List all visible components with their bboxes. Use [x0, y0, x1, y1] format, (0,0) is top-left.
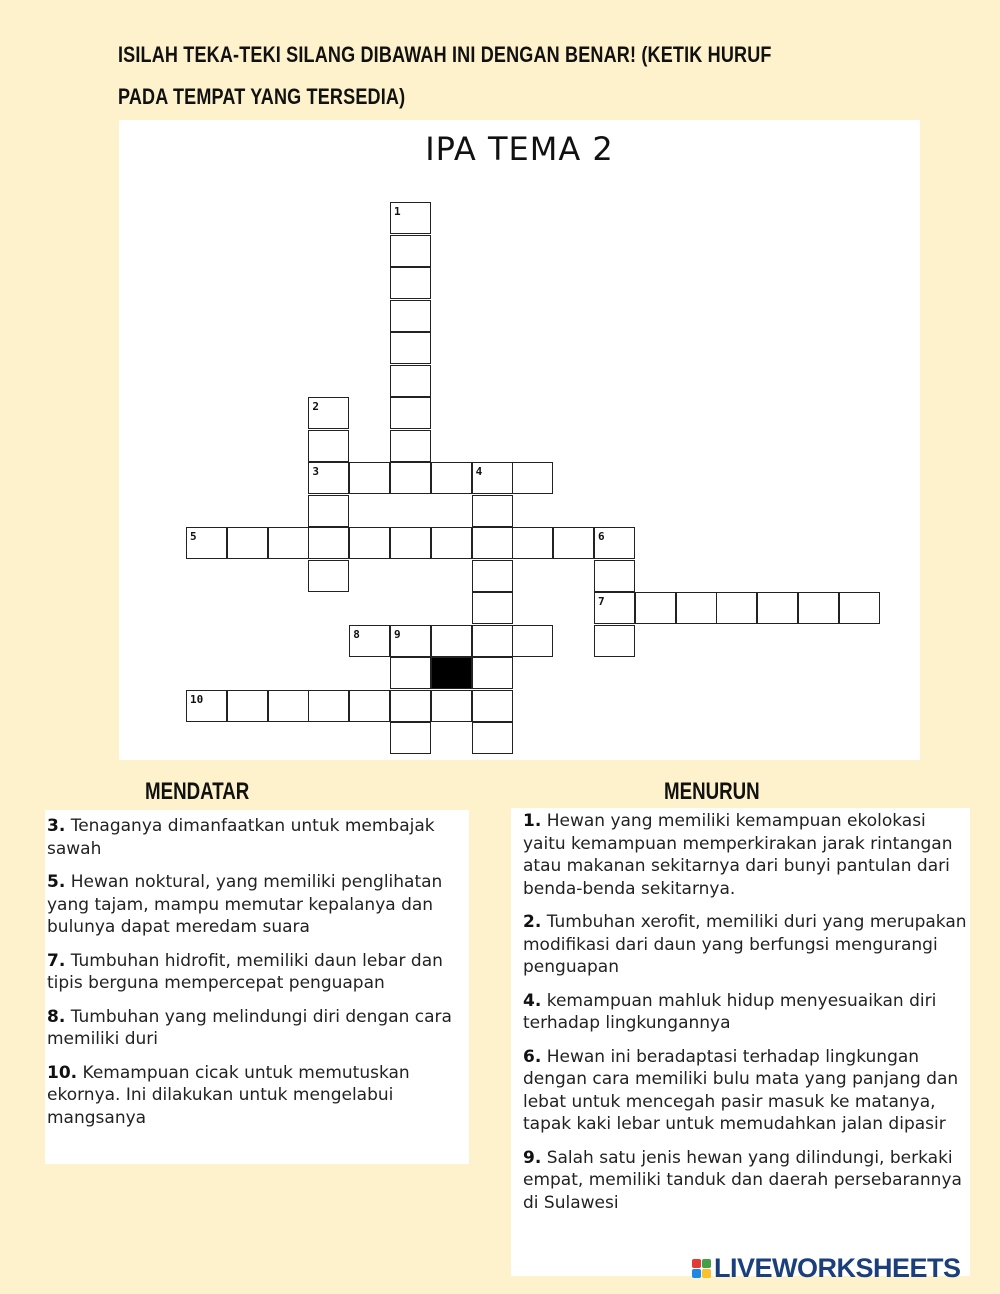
mendatar-heading: MENDATAR [145, 778, 250, 805]
crossword-cell[interactable] [268, 690, 309, 722]
clue-number: 3 [312, 465, 320, 478]
crossword-cell[interactable] [594, 527, 635, 559]
crossword-cell[interactable] [472, 527, 513, 559]
puzzle-title: IPA TEMA 2 [425, 130, 614, 168]
menurun-clues [511, 808, 970, 1276]
crossword-cell[interactable] [186, 527, 227, 559]
crossword-cell[interactable] [472, 462, 513, 494]
crossword-cell[interactable] [512, 625, 553, 657]
crossword-cell[interactable] [594, 625, 635, 657]
logo-squares-icon [692, 1259, 711, 1278]
crossword-cell[interactable] [472, 592, 513, 624]
crossword-cell[interactable] [390, 527, 431, 559]
crossword-cell[interactable] [390, 397, 431, 429]
crossword-cell[interactable] [349, 462, 390, 494]
crossword-cell[interactable] [472, 625, 513, 657]
crossword-cell[interactable] [390, 625, 431, 657]
clue-number: 1 [394, 205, 401, 218]
clue-down-6: 6. Hewan ini beradaptasi terhadap lingkungan dengan cara memiliki bulu mata yang panjang dan lebat untuk mencegah pasir masuk ke matanya, tapak kaki lebar untuk memudahkan jalan dipasir [523, 1046, 959, 1134]
crossword-cell[interactable] [431, 527, 472, 559]
clue-down-4: 4. kemampuan mahluk hidup menyesuaikan diri terhadap lingkungannya [523, 990, 937, 1033]
crossword-cell[interactable] [227, 527, 268, 559]
crossword-cell[interactable] [227, 690, 268, 722]
crossword-cell[interactable] [472, 657, 513, 689]
liveworksheets-logo [692, 1252, 961, 1284]
crossword-cell[interactable] [186, 690, 227, 722]
crossword-cell[interactable] [512, 527, 553, 559]
crossword-cell[interactable] [349, 690, 390, 722]
crossword-cell[interactable] [308, 430, 349, 462]
clue-down-2: 2. Tumbuhan xerofit, memiliki duri yang merupakan modifikasi dari daun yang berfungsi mengurangi penguapan [523, 912, 967, 977]
clue-number: 4 [475, 465, 483, 478]
clue-number: 9 [394, 627, 401, 641]
clue-number: 7 [598, 595, 605, 608]
crossword-cell[interactable] [390, 332, 431, 364]
crossword-cell[interactable] [431, 462, 472, 494]
crossword-cell[interactable] [390, 722, 431, 754]
crossword-cell[interactable] [512, 462, 553, 494]
clue-across-10: 10. Kemampuan cicak untuk memutuskan ekornya. Ini dilakukan untuk mengelabui mangsanya [47, 1062, 410, 1128]
crossword-cell[interactable] [472, 560, 513, 592]
crossword-cell[interactable] [390, 430, 431, 462]
crossword-cell[interactable] [390, 365, 431, 397]
crossword-cell[interactable] [308, 462, 349, 494]
menurun-heading: MENURUN [664, 778, 760, 805]
crossword-cell[interactable] [308, 690, 349, 722]
crossword-cell[interactable] [390, 300, 431, 332]
crossword-cell[interactable] [798, 592, 839, 624]
crossword-cell[interactable] [472, 495, 513, 527]
crossword-cell[interactable] [594, 592, 635, 624]
crossword-cell[interactable] [349, 625, 390, 657]
clue-down-9: 9. Salah satu jenis hewan yang dilindungi, berkaki empat, memiliki tanduk dan daerah persebarannya di Sulawesi [523, 1147, 962, 1213]
clue-down-1: 1. Hewan yang memiliki kemampuan ekolokasi yaitu kemampuan memperkirakan jarak rintangan atau makanan sekitarnya dari bunyi pantulan dari benda-benda sekitarnya. [523, 811, 953, 899]
crossword-cell[interactable] [308, 495, 349, 527]
crossword-cell[interactable] [349, 527, 390, 559]
clue-number: 2 [312, 400, 320, 413]
crossword-cell[interactable] [390, 202, 431, 234]
clue-across-3: 3. Tenaganya dimanfaatkan untuk membajak sawah [47, 816, 435, 859]
crossword-cell[interactable] [676, 592, 717, 624]
crossword-cell[interactable] [390, 657, 431, 689]
crossword-cell[interactable] [431, 690, 472, 722]
crossword-cell[interactable] [472, 722, 513, 754]
crossword-cell[interactable] [390, 235, 431, 267]
blocked-cell [431, 657, 472, 689]
crossword-cell[interactable] [390, 462, 431, 494]
clue-number: 5 [190, 530, 197, 543]
crossword-cell[interactable] [635, 592, 676, 624]
clue-across-8: 8. Tumbuhan yang melindungi diri dengan cara memiliki duri [47, 1006, 452, 1049]
crossword-panel [119, 120, 920, 760]
crossword-cell[interactable] [308, 397, 349, 429]
mendatar-clues [45, 810, 469, 1164]
clue-across-5: 5. Hewan noktural, yang memiliki penglihatan yang tajam, mampu memutar kepalanya dan bulunya dapat meredam suara [47, 872, 443, 937]
crossword-cell[interactable] [431, 625, 472, 657]
crossword-cell[interactable] [308, 560, 349, 592]
crossword-cell[interactable] [268, 527, 309, 559]
crossword-cell[interactable] [472, 690, 513, 722]
instruction-text: ISILAH TEKA-TEKI SILANG DIBAWAH INI DENGAN BENAR! (KETIK HURUF PADA TEMPAT YANG TERSEDIA) [118, 42, 772, 109]
crossword-cell[interactable] [594, 560, 635, 592]
crossword-cell[interactable] [308, 527, 349, 559]
crossword-cell[interactable] [553, 527, 594, 559]
crossword-cell[interactable] [716, 592, 757, 624]
clue-number: 8 [353, 627, 360, 641]
clue-number: 6 [598, 530, 605, 543]
brand-name: LIVEWORKSHEETS [714, 1252, 961, 1283]
crossword-cell[interactable] [839, 592, 880, 624]
crossword-cell[interactable] [390, 690, 431, 722]
clue-across-7: 7. Tumbuhan hidrofit, memiliki daun lebar dan tipis berguna mempercepat penguapan [47, 950, 443, 993]
crossword-cell[interactable] [390, 267, 431, 299]
clue-number: 10 [190, 692, 204, 706]
crossword-cell[interactable] [757, 592, 798, 624]
